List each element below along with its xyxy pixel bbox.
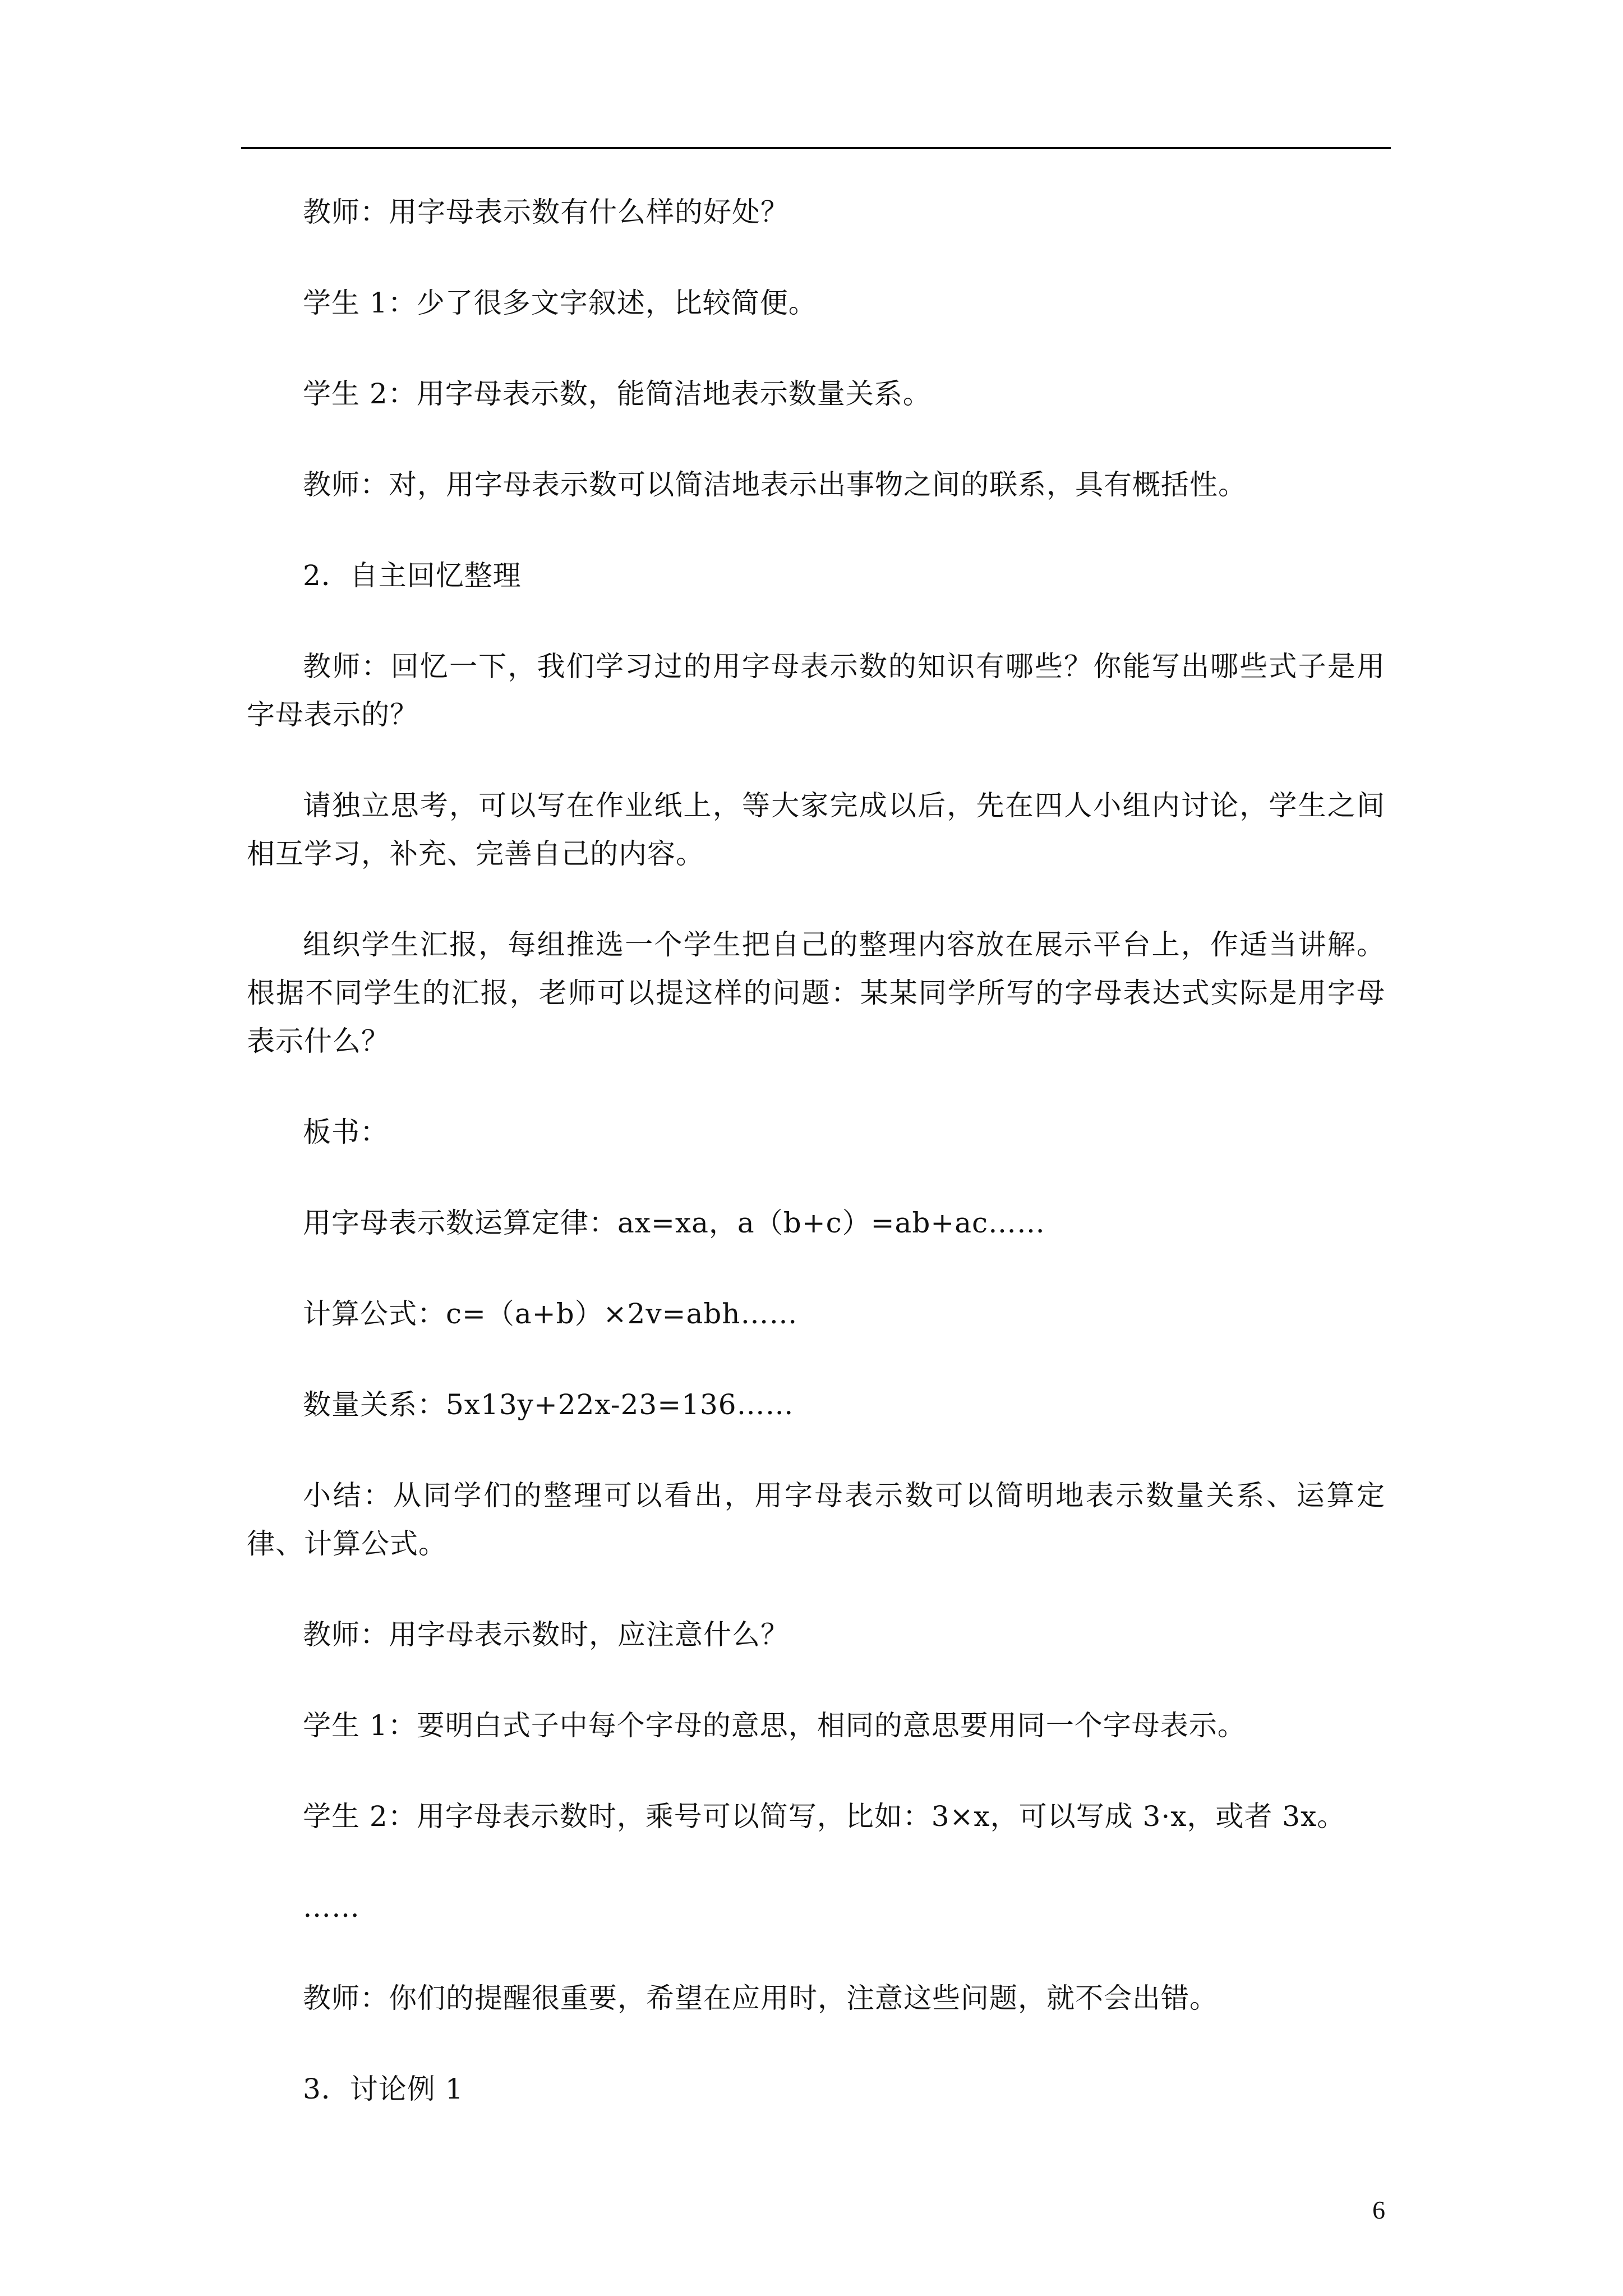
section-heading-2: 2．自主回忆整理: [303, 559, 522, 592]
paragraph-4: 教师：对，用字母表示数可以简洁地表示出事物之间的联系，具有概括性。: [303, 468, 1247, 501]
paragraph-18: 教师：你们的提醒很重要，希望在应用时，注意这些问题，就不会出错。: [303, 1982, 1218, 2014]
paragraph-15: 学生 1：要明白式子中每个字母的意思，相同的意思要用同一个字母表示。: [303, 1709, 1246, 1742]
paragraph-6: 教师：回忆一下，我们学习过的用字母表示数的知识有哪些？你能写出哪些式子是用字母表示的？: [247, 650, 1385, 731]
paragraph-1: 教师：用字母表示数有什么样的好处？: [303, 196, 789, 228]
paragraph-10: 用字母表示数运算定律：ax=xa，a（b+c）=ab+ac……: [303, 1207, 1046, 1239]
paragraph-12: 数量关系：5x13y+22x-23=136……: [303, 1388, 794, 1421]
paragraph-16: 学生 2：用字母表示数时，乘号可以简写，比如：3×x，可以写成 3·x，或者 3x。: [303, 1800, 1346, 1833]
paragraph-14: 教师：用字母表示数时，应注意什么？: [303, 1618, 789, 1651]
paragraph-2: 学生 1：少了很多文字叙述，比较简便。: [303, 287, 817, 319]
paragraph-3: 学生 2：用字母表示数，能简洁地表示数量关系。: [303, 378, 932, 410]
paragraph-11: 计算公式：c=（a+b）×2v=abh……: [303, 1297, 798, 1330]
paragraph-17: ……: [303, 1891, 360, 1924]
paragraph-13: 小结：从同学们的整理可以看出，用字母表示数可以简明地表示数量关系、运算定律、计算公式。: [247, 1479, 1385, 1560]
header-rule: [241, 147, 1391, 149]
paragraph-9: 板书：: [303, 1116, 389, 1148]
paragraph-7: 请独立思考，可以写在作业纸上，等大家完成以后，先在四人小组内讨论，学生之间相互学习，补充、完善自己的内容。: [247, 789, 1385, 870]
document-body: [247, 188, 1385, 2156]
page-number: 6: [1372, 2196, 1385, 2224]
paragraph-8: 组织学生汇报，每组推选一个学生把自己的整理内容放在展示平台上，作适当讲解。根据不同学生的汇报，老师可以提这样的问题：某某同学所写的字母表达式实际是用字母表示什么？: [247, 928, 1385, 1057]
section-heading-3: 3．讨论例 1: [303, 2073, 464, 2105]
